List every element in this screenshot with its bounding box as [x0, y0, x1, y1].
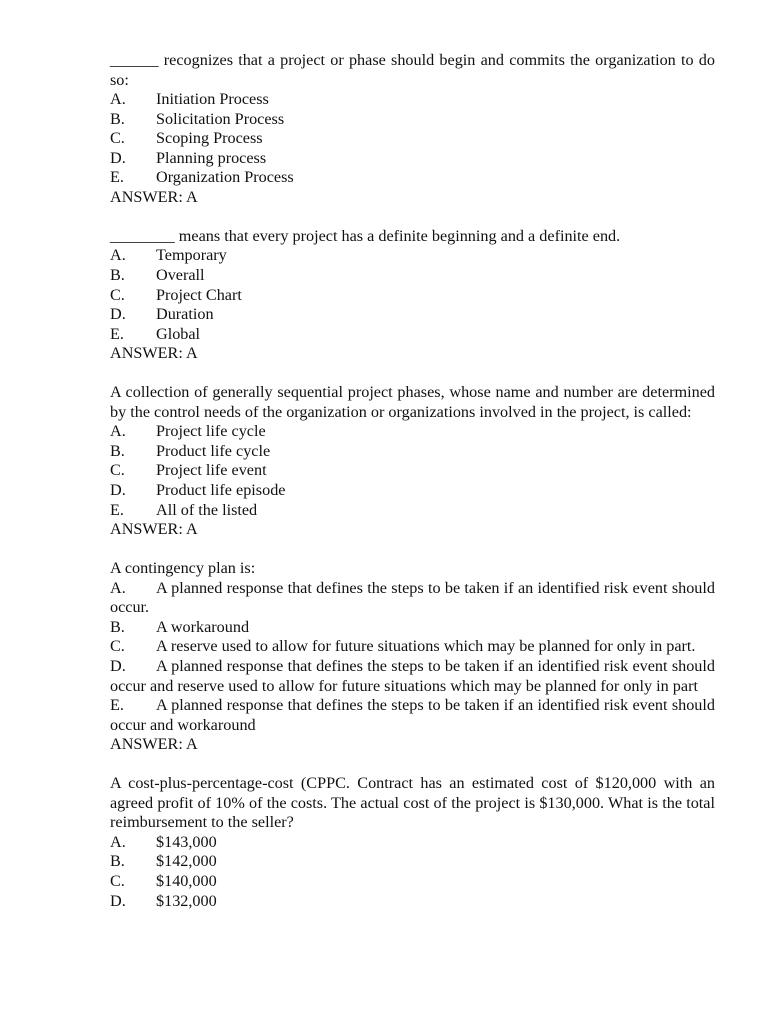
- option-text: Organization Process: [156, 168, 294, 187]
- option-text: A planned response that defines the steps to be taken if an identified risk event should occur and workaround: [110, 696, 715, 734]
- option-letter: E.: [110, 324, 124, 343]
- option-b: [110, 110, 715, 130]
- option-letter: C.: [110, 461, 125, 480]
- option-d: [110, 892, 715, 912]
- question-stem: A cost-plus-percentage-cost (CPPC. Contract has an estimated cost of $120,000 with an agreed profit of 10% of the costs. The actual cost of the project is $130,000. What is the total reimbursement to the seller?: [110, 774, 715, 832]
- answer-line: ANSWER: A: [110, 735, 198, 754]
- option-letter: B.: [110, 617, 125, 636]
- option-b: [110, 618, 715, 638]
- option-letter: C.: [110, 637, 125, 656]
- option-letter: D.: [110, 305, 126, 324]
- option-text: A planned response that defines the steps to be taken if an identified risk event should occur and reserve used to allow for future situations which may be planned for only in part: [110, 656, 715, 695]
- option-text: All of the listed: [156, 500, 258, 519]
- question-3: [110, 383, 715, 539]
- option-text: A reserve used to allow for future situations which may be planned for only in part.: [156, 637, 696, 656]
- option-letter: A.: [110, 832, 126, 851]
- question-4: [110, 559, 715, 754]
- option-text: $142,000: [156, 852, 217, 871]
- option-d: [110, 149, 715, 169]
- option-c: [110, 637, 715, 657]
- option-e: [110, 325, 715, 345]
- option-text: Overall: [156, 266, 205, 285]
- answer-line: ANSWER: A: [110, 520, 198, 539]
- option-text: A workaround: [156, 617, 250, 636]
- option-c: [110, 872, 715, 892]
- option-text: Project Chart: [156, 285, 242, 304]
- option-text: Global: [156, 324, 201, 343]
- option-text: $143,000: [156, 832, 217, 851]
- option-text: Solicitation Process: [156, 109, 285, 128]
- question-1: [110, 51, 715, 207]
- option-text: Temporary: [156, 246, 227, 265]
- option-text: $132,000: [156, 891, 217, 910]
- option-e: [110, 696, 715, 735]
- option-letter: A.: [110, 578, 126, 597]
- option-letter: E.: [110, 500, 124, 519]
- option-d: [110, 305, 715, 325]
- option-letter: C.: [110, 129, 125, 148]
- option-letter: A.: [110, 90, 126, 109]
- question-stem: ______ recognizes that a project or phase should begin and commits the organization to do so:: [110, 51, 715, 89]
- option-letter: A.: [110, 246, 126, 265]
- option-a: [110, 579, 715, 618]
- option-letter: E.: [110, 696, 124, 715]
- option-text: Scoping Process: [156, 129, 263, 148]
- option-letter: C.: [110, 871, 125, 890]
- option-a: [110, 833, 715, 853]
- option-text: Project life cycle: [156, 422, 266, 441]
- option-text: Product life cycle: [156, 441, 271, 460]
- option-b: [110, 852, 715, 872]
- option-letter: B.: [110, 109, 125, 128]
- option-letter: D.: [110, 481, 126, 500]
- option-d: [110, 481, 715, 501]
- question-5: [110, 774, 715, 911]
- answer-line: ANSWER: A: [110, 187, 198, 206]
- question-stem: A collection of generally sequential project phases, whose name and number are determined by the control needs of the organization or organizations involved in the project, is called:: [110, 383, 715, 421]
- option-text: $140,000: [156, 871, 217, 890]
- answer-line: ANSWER: A: [110, 344, 198, 363]
- option-letter: B.: [110, 441, 125, 460]
- document-page: [110, 51, 715, 931]
- question-2: [110, 227, 715, 364]
- option-letter: D.: [110, 891, 126, 910]
- option-text: Duration: [156, 305, 214, 324]
- option-a: [110, 422, 715, 442]
- question-stem: ________ means that every project has a definite beginning and a definite end.: [110, 226, 621, 245]
- option-letter: A.: [110, 422, 126, 441]
- option-letter: C.: [110, 285, 125, 304]
- option-letter: D.: [110, 656, 126, 675]
- option-d: [110, 657, 715, 696]
- option-letter: E.: [110, 168, 124, 187]
- option-a: [110, 90, 715, 110]
- option-letter: B.: [110, 266, 125, 285]
- option-text: Initiation Process: [156, 90, 269, 109]
- option-text: Product life episode: [156, 481, 286, 500]
- option-letter: D.: [110, 148, 126, 167]
- option-b: [110, 442, 715, 462]
- option-c: [110, 129, 715, 149]
- option-letter: B.: [110, 852, 125, 871]
- option-c: [110, 286, 715, 306]
- option-a: [110, 246, 715, 266]
- option-text: Project life event: [156, 461, 267, 480]
- question-stem: A contingency plan is:: [110, 559, 256, 578]
- option-b: [110, 266, 715, 286]
- option-text: A planned response that defines the steps to be taken if an identified risk event should occur.: [110, 578, 715, 617]
- option-text: Planning process: [156, 148, 267, 167]
- option-c: [110, 461, 715, 481]
- option-e: [110, 501, 715, 521]
- option-e: [110, 168, 715, 188]
